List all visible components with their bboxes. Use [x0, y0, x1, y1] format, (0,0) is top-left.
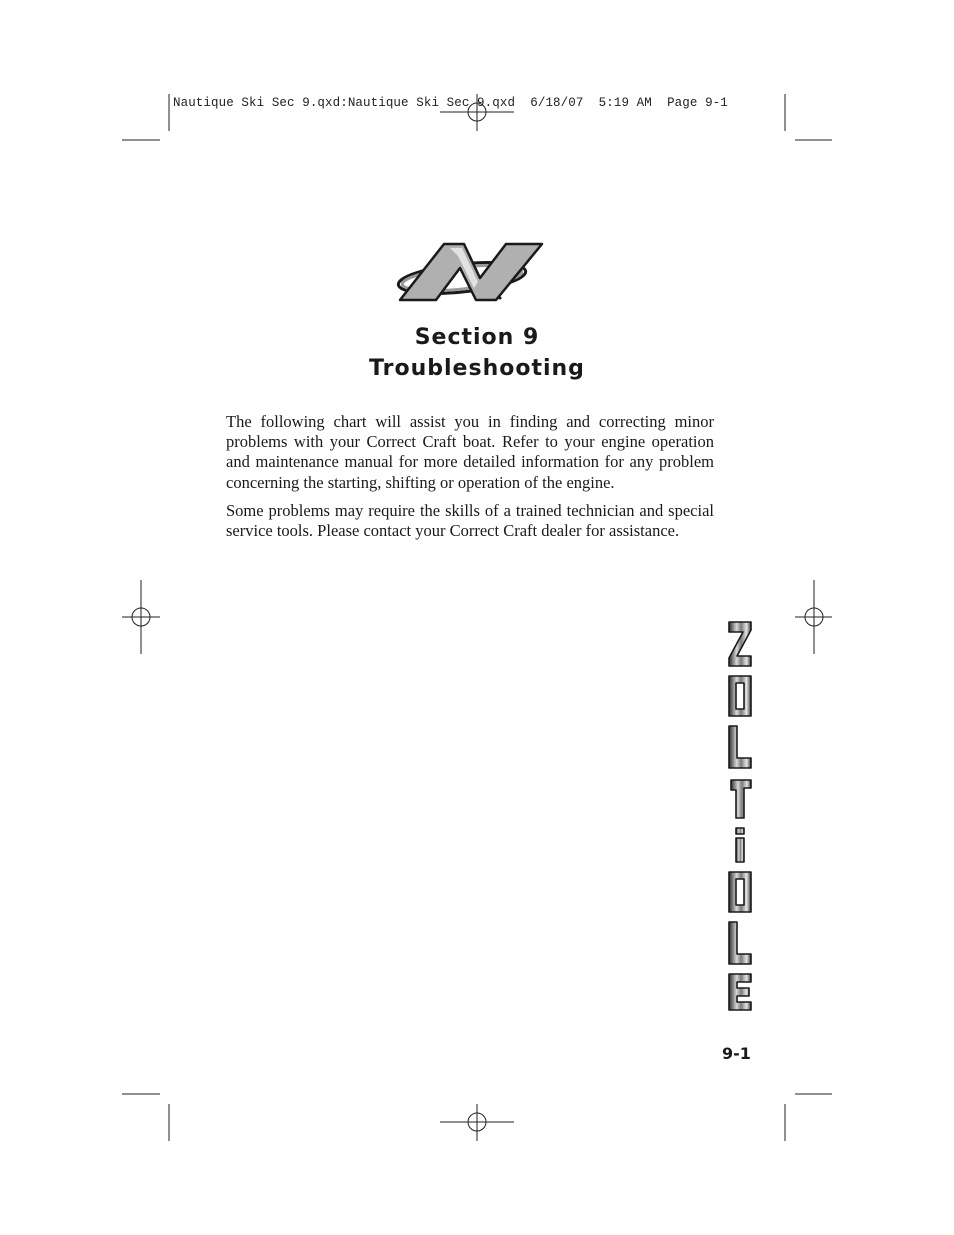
assistance-paragraph: Some problems may require the skills of a trained technician and special service tools. Please contact your Correct Craft dealer for assistance. — [226, 500, 714, 541]
intro-paragraph: The following chart will assist you in finding and correcting minor problems with your Correct Craft boat. Refer to your engine operation and maintenance manual for more detailed information for any problem concerning the starting, shifting or operation of the engine. — [226, 412, 714, 492]
section-number-title: Section 9 — [414, 325, 540, 350]
body-text — [226, 412, 714, 549]
page-number: 9-1 — [722, 1044, 751, 1063]
nautique-side-logo — [727, 620, 755, 1012]
section-title: Troubleshooting — [369, 356, 585, 381]
print-slug: Nautique Ski Sec 9.qxd:Nautique Ski Sec 9.qxd 6/18/07 5:19 AM Page 9-1 — [173, 96, 728, 110]
nautique-n-logo — [392, 238, 544, 304]
